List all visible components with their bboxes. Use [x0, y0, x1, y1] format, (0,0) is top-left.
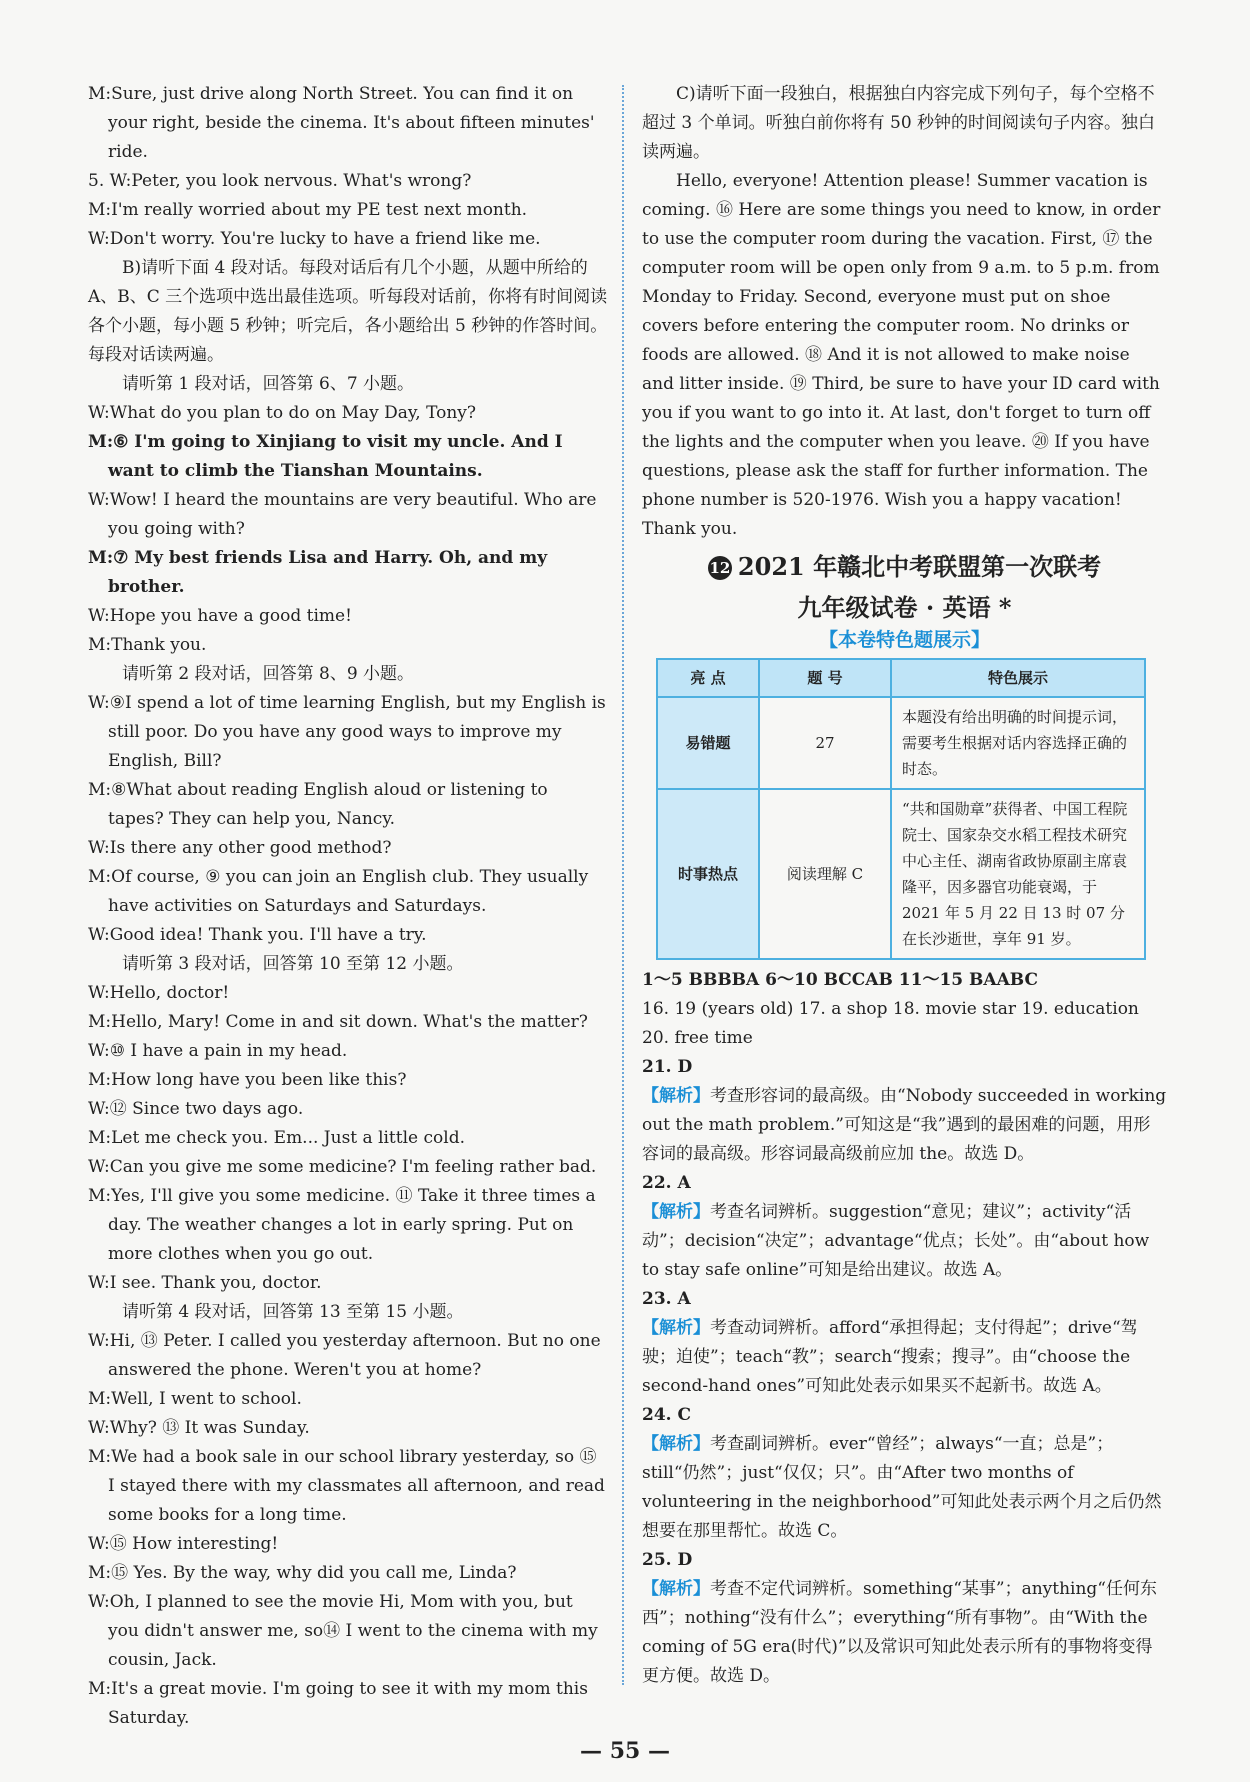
- text-line: [642, 1546, 1167, 1575]
- section-number-badge: 12: [708, 556, 732, 580]
- analysis-label: 【解析】: [642, 1318, 710, 1338]
- text-line: [88, 979, 608, 1008]
- table-cell: 阅读理解 C: [759, 789, 891, 959]
- text-line: [88, 863, 608, 921]
- line-text: 考查动词辨析。afford“承担得起；支付得起”；drive“驾驶；迫使”；teach“教”；search“搜索；搜寻”。由“choose the second-hand ones”可知此处表示如果买不起新书。故选 A。: [642, 1318, 1138, 1396]
- text-line: [88, 544, 608, 602]
- text-line: [88, 1008, 608, 1037]
- text-line: [88, 1675, 608, 1733]
- table-header: 特色展示: [891, 659, 1145, 697]
- table-header: 题 号: [759, 659, 891, 697]
- line-text: 23. A: [642, 1289, 691, 1309]
- line-text: W:Wow! I heard the mountains are very beautiful. Who are you going with?: [88, 490, 597, 539]
- text-line: [642, 80, 1167, 167]
- table-cell: 易错题: [657, 697, 759, 789]
- text-line: [88, 1095, 608, 1124]
- line-text: W:Can you give me some medicine? I'm feeling rather bad.: [88, 1157, 597, 1177]
- line-text: W:Hello, doctor!: [88, 983, 230, 1003]
- section-title: 2021 年赣北中考联盟第一次联考: [737, 552, 1102, 581]
- line-text: Hello, everyone! Attention please! Summer vacation is coming. ⑯ Here are some things you need to know, in order to use the computer room during the vacation. First, ⑰ the computer room will be open only from 9 a.m. to 5 p.m. from Monday to Friday. Second, everyone must put on shoe covers before entering the computer room. No drinks or foods are allowed. ⑱ And it is not allowed to make noise and litter inside. ⑲ Third, be sure to have your ID card with you if you want to go into it. At last, don't forget to turn off the lights and the computer when you leave. ⑳ If you have questions, please ask the staff for further information. The phone number is 520-1976. Wish you a happy vacation! Thank you.: [642, 171, 1161, 539]
- line-text: W:I see. Thank you, doctor.: [88, 1273, 322, 1293]
- line-text: W:⑫ Since two days ago.: [88, 1099, 304, 1119]
- text-line: [88, 1588, 608, 1675]
- text-line: [88, 631, 608, 660]
- line-text: M:Sure, just drive along North Street. You can find it on your right, beside the cinema. It's about fifteen minutes' ride.: [88, 84, 595, 162]
- line-text: W:⑩ I have a pain in my head.: [88, 1041, 348, 1061]
- text-line: [88, 834, 608, 863]
- line-text: W:⑨I spend a lot of time learning English, but my English is still poor. Do you have any good ways to improve my English, Bill?: [88, 693, 606, 771]
- line-text: M:⑥ I'm going to Xinjiang to visit my uncle. And I want to climb the Tianshan Mountains.: [88, 432, 563, 481]
- analysis-label: 【解析】: [642, 1086, 710, 1106]
- line-text: 5. W:Peter, you look nervous. What's wrong?: [88, 171, 472, 191]
- line-text: 考查形容词的最高级。由“Nobody succeeded in working out the math problem.”可知这是“我”遇到的最困难的问题，用形容词的最高级。形容词最高级前应加 the。故选 D。: [642, 1086, 1167, 1164]
- text-line: [642, 1285, 1167, 1314]
- text-line: [88, 1298, 608, 1327]
- text-line: [88, 486, 608, 544]
- line-text: M:⑮ Yes. By the way, why did you call me, Linda?: [88, 1563, 517, 1583]
- text-line: [88, 225, 608, 254]
- line-text: M:Hello, Mary! Come in and sit down. What's the matter?: [88, 1012, 588, 1032]
- line-text: W:Good idea! Thank you. I'll have a try.: [88, 925, 427, 945]
- text-line: [642, 966, 1167, 995]
- line-text: M:Let me check you. Em... Just a little cold.: [88, 1128, 465, 1148]
- analysis-label: 【解析】: [642, 1434, 710, 1454]
- line-text: W:Hope you have a good time!: [88, 606, 352, 626]
- text-line: [88, 1124, 608, 1153]
- text-line: [88, 602, 608, 631]
- analysis-paragraph: [642, 1430, 1167, 1546]
- text-line: [88, 1443, 608, 1530]
- line-text: 16. 19 (years old) 17. a shop 18. movie star 19. education: [642, 999, 1139, 1019]
- text-line: [88, 660, 608, 689]
- line-text: W:Don't worry. You're lucky to have a friend like me.: [88, 229, 541, 249]
- line-text: M:Yes, I'll give you some medicine. ⑪ Take it three times a day. The weather changes a lot in early spring. Put on more clothes when you go out.: [88, 1186, 596, 1264]
- text-line: [642, 1053, 1167, 1082]
- analysis-label: 【解析】: [642, 1202, 710, 1222]
- table-row: [657, 697, 1145, 789]
- feature-title: 【本卷特色题展示】: [818, 629, 990, 651]
- text-line: [88, 1559, 608, 1588]
- monologue-section: [642, 80, 1167, 544]
- line-text: M:⑦ My best friends Lisa and Harry. Oh, and my brother.: [88, 548, 548, 597]
- text-line: [88, 776, 608, 834]
- line-text: 考查不定代词辨析。something“某事”；anything“任何东西”；nothing“没有什么”；everything“所有事物”。由“With the coming of 5G era(时代)”以及常识可知此处表示所有的事物将变得更方便。故选 D。: [642, 1579, 1157, 1686]
- text-line: [88, 1066, 608, 1095]
- line-text: M:I'm really worried about my PE test next month.: [88, 200, 528, 220]
- table-header: 亮 点: [657, 659, 759, 697]
- text-line: [88, 428, 608, 486]
- line-text: W:Why? ⑬ It was Sunday.: [88, 1418, 310, 1438]
- text-line: [88, 167, 608, 196]
- analysis-paragraph: [642, 1314, 1167, 1401]
- line-text: 22. A: [642, 1173, 691, 1193]
- text-line: [88, 1037, 608, 1066]
- table-cell: 本题没有给出明确的时间提示词，需要考生根据对话内容选择正确的时态。: [891, 697, 1145, 789]
- line-text: W:Is there any other good method?: [88, 838, 392, 858]
- text-line: [88, 254, 608, 370]
- left-column: [88, 80, 608, 1733]
- text-line: [88, 1530, 608, 1559]
- line-text: B)请听下面 4 段对话。每段对话后有几个小题，从题中所给的 A、B、C 三个选项中选出最佳选项。听每段对话前，你将有时间阅读各个小题，每小题 5 秒钟；听完后，各小题给出 5 秒钟的作答时间。每段对话读两遍。: [88, 258, 608, 365]
- line-text: M:Thank you.: [88, 635, 207, 655]
- line-text: 24. C: [642, 1405, 692, 1425]
- analysis-paragraph: [642, 1198, 1167, 1285]
- section-heading: [642, 550, 1167, 584]
- answers-section: [642, 966, 1167, 1691]
- line-text: 25. D: [642, 1550, 693, 1570]
- feature-table: [656, 658, 1146, 960]
- text-line: [642, 1401, 1167, 1430]
- text-line: [88, 1269, 608, 1298]
- line-text: M:Well, I went to school.: [88, 1389, 302, 1409]
- text-line: [88, 1153, 608, 1182]
- text-line: [88, 921, 608, 950]
- text-line: [88, 1385, 608, 1414]
- text-line: [642, 995, 1167, 1024]
- line-text: 请听第 3 段对话，回答第 10 至第 12 小题。: [122, 954, 464, 974]
- text-line: [88, 689, 608, 776]
- text-line: [88, 196, 608, 225]
- text-line: [88, 1327, 608, 1385]
- analysis-paragraph: [642, 1575, 1167, 1691]
- line-text: 1～5 BBBBA 6～10 BCCAB 11～15 BAABC: [642, 970, 1038, 990]
- table-row: [657, 789, 1145, 959]
- line-text: 20. free time: [642, 1028, 753, 1048]
- line-text: M:Of course, ⑨ you can join an English club. They usually have activities on Saturdays and Saturdays.: [88, 867, 589, 916]
- text-line: [642, 1169, 1167, 1198]
- page-number: — 55 —: [580, 1738, 670, 1764]
- line-text: 请听第 2 段对话，回答第 8、9 小题。: [122, 664, 415, 684]
- line-text: W:Hi, ⑬ Peter. I called you yesterday afternoon. But no one answered the phone. Weren't you at home?: [88, 1331, 601, 1380]
- text-line: [642, 167, 1167, 544]
- line-text: 请听第 1 段对话，回答第 6、7 小题。: [122, 374, 415, 394]
- line-text: M:We had a book sale in our school library yesterday, so ⑮ I stayed there with my classmates all afternoon, and read some books for a long time.: [88, 1447, 605, 1525]
- text-line: [88, 1414, 608, 1443]
- line-text: M:It's a great movie. I'm going to see it with my mom this Saturday.: [88, 1679, 588, 1728]
- line-text: W:Oh, I planned to see the movie Hi, Mom with you, but you didn't answer me, so⑭ I went to the cinema with my cousin, Jack.: [88, 1592, 598, 1670]
- table-cell: 时事热点: [657, 789, 759, 959]
- text-line: [88, 1182, 608, 1269]
- text-line: [88, 370, 608, 399]
- line-text: W:⑮ How interesting!: [88, 1534, 279, 1554]
- analysis-paragraph: [642, 1082, 1167, 1169]
- line-text: 请听第 4 段对话，回答第 13 至第 15 小题。: [122, 1302, 464, 1322]
- right-column: [642, 80, 1167, 1691]
- line-text: 21. D: [642, 1057, 693, 1077]
- line-text: 考查名词辨析。suggestion“意见；建议”；activity“活动”；decision“决定”；advantage“优点；长处”。由“about how to stay safe online”可知是给出建议。故选 A。: [642, 1202, 1150, 1280]
- column-divider: [622, 85, 624, 1685]
- analysis-label: 【解析】: [642, 1579, 710, 1599]
- text-line: [642, 1024, 1167, 1053]
- table-cell: 27: [759, 697, 891, 789]
- line-text: 考查副词辨析。ever“曾经”；always“一直；总是”；still“仍然”；just“仅仅；只”。由“After two months of volunteering in the neighborhood”可知此处表示两个月之后仍然想要在那里帮忙。故选 C。: [642, 1434, 1162, 1541]
- table-cell: “共和国勋章”获得者、中国工程院院士、国家杂交水稻工程技术研究中心主任、湖南省政协原副主席袁隆平，因多器官功能衰竭，于 2021 年 5 月 22 日 13 时 07 分在长沙逝世，享年 91 岁。: [891, 789, 1145, 959]
- line-text: W:What do you plan to do on May Day, Tony?: [88, 403, 477, 423]
- line-text: M:⑧What about reading English aloud or listening to tapes? They can help you, Nancy.: [88, 780, 548, 829]
- line-text: C)请听下面一段独白，根据独白内容完成下列句子，每个空格不超过 3 个单词。听独白前你将有 50 秒钟的时间阅读句子内容。独白读两遍。: [642, 84, 1156, 162]
- exam-subtitle: 九年级试卷 · 英语 *: [797, 593, 1012, 622]
- text-line: [88, 950, 608, 979]
- text-line: [88, 399, 608, 428]
- line-text: M:How long have you been like this?: [88, 1070, 407, 1090]
- text-line: [88, 80, 608, 167]
